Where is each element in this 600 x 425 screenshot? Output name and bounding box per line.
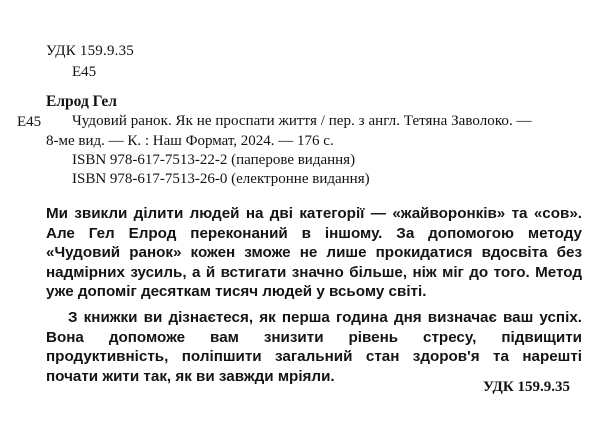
isbn-electronic: ISBN 978-617-7513-26-0 (електронне видання) xyxy=(72,171,370,187)
bibliographic-line-2: 8-ме вид. — К. : Наш Формат, 2024. — 176 с. xyxy=(46,133,334,149)
annotation-paragraph-2: З книжки ви дізнаєтеся, як перша година дня визначає ваш успіх. Вона допоможе вам знизити рівень стресу, підвищити продуктивність, поліпшити загальний стан здоров'я та нарешті почати жити так, як ви завжди мріяли. xyxy=(46,309,582,385)
author-name: Елрод Гел xyxy=(46,93,117,110)
author-code-top: Е45 xyxy=(72,64,97,80)
annotation-paragraph-1: Ми звикли ділити людей на дві категорії — «жайворонків» та «сов». Але Гел Елрод переконаний в іншому. За допомогою методу «Чудовий ранок» кожен зможе не лише прокидатися вдосвіта без надмірних зусиль, а й встигати значно більше, ніж міг до того. Метод уже допоміг десяткам тисяч людей у всьому світі. xyxy=(46,205,582,301)
udk-classification-top: УДК 159.9.35 xyxy=(46,43,134,59)
udk-classification-bottom: УДК 159.9.35 xyxy=(483,379,570,395)
bibliographic-line-1: Чудовий ранок. Як не проспати життя / пер. з англ. Тетяна Заволоко. — xyxy=(72,113,532,129)
author-code-left: Е45 xyxy=(17,114,42,130)
isbn-paper: ISBN 978-617-7513-22-2 (паперове видання) xyxy=(72,152,356,168)
